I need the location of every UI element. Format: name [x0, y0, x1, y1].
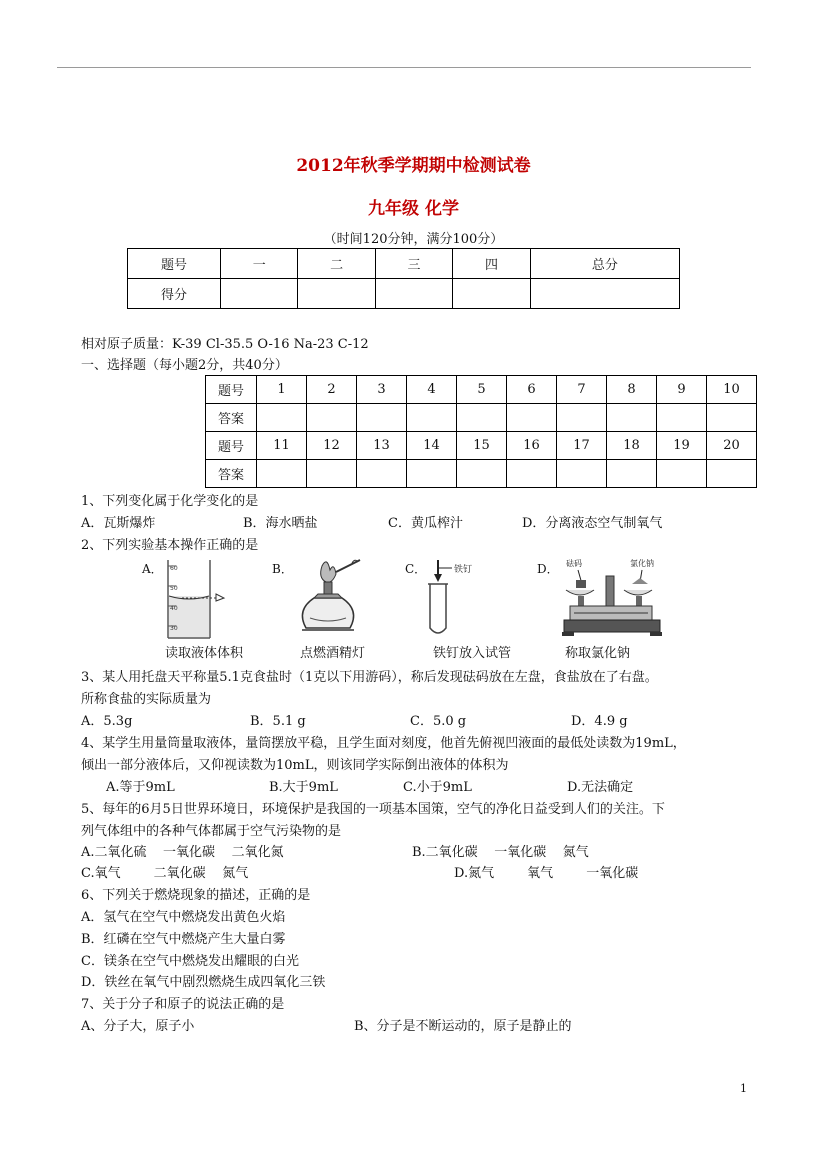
question-1-option-b: B．海水晒盐 — [243, 516, 318, 531]
score-input-cell[interactable] — [221, 279, 298, 309]
table-cell: 6 — [507, 376, 557, 404]
score-input-cell[interactable] — [453, 279, 530, 309]
table-cell: 2 — [307, 376, 357, 404]
question-3-option-c: C．5.0 g — [410, 714, 467, 729]
table-cell: 得分 — [128, 279, 221, 309]
table-row — [206, 376, 757, 404]
question-5-option-a: A.二氧化硫 一氧化碳 二氧化氮 — [81, 845, 284, 860]
table-cell: 答案 — [206, 404, 257, 432]
section-heading: 一、选择题（每小题2分，共40分） — [81, 358, 288, 373]
question-7-stem: 7、关于分子和原子的说法正确的是 — [81, 997, 285, 1012]
table-row — [128, 279, 680, 309]
header-rule — [57, 67, 751, 68]
question-2-letter-a: A． — [142, 562, 163, 576]
answer-cell[interactable] — [407, 460, 457, 488]
score-input-cell[interactable] — [530, 279, 679, 309]
table-cell: 总分 — [530, 249, 679, 279]
answer-table — [205, 375, 757, 488]
graduated-cylinder-figure — [160, 558, 230, 640]
answer-cell[interactable] — [607, 460, 657, 488]
table-cell: 11 — [257, 432, 307, 460]
table-cell: 题号 — [128, 249, 221, 279]
answer-cell[interactable] — [557, 460, 607, 488]
question-7-option-b: B、分子是不断运动的，原子是静止的 — [354, 1019, 572, 1034]
score-table — [127, 248, 680, 309]
table-cell: 8 — [607, 376, 657, 404]
answer-cell[interactable] — [357, 404, 407, 432]
table-cell: 13 — [357, 432, 407, 460]
question-1-option-d: D．分离液态空气制氧气 — [522, 516, 663, 531]
question-4-option-a: A.等于9mL — [106, 780, 175, 795]
table-cell: 14 — [407, 432, 457, 460]
answer-cell[interactable] — [307, 404, 357, 432]
question-2-stem: 2、下列实验基本操作正确的是 — [81, 538, 259, 553]
table-cell: 四 — [453, 249, 530, 279]
question-2-caption-c: 铁钉放入试管 — [433, 646, 512, 661]
answer-cell[interactable] — [507, 460, 557, 488]
tick-label: 40 — [170, 605, 178, 612]
table-cell: 一 — [221, 249, 298, 279]
question-7-option-a: A、分子大，原子小 — [81, 1019, 195, 1034]
question-4-option-d: D.无法确定 — [567, 780, 634, 795]
question-5-option-b: B.二氧化碳 一氧化碳 氮气 — [412, 845, 589, 860]
balance-figure — [560, 556, 670, 640]
tick-label: 60 — [170, 565, 178, 572]
question-4-option-b: B.大于9mL — [269, 780, 338, 795]
score-input-cell[interactable] — [375, 279, 452, 309]
answer-cell[interactable] — [257, 460, 307, 488]
nacl-label: 氯化钠 — [630, 559, 654, 568]
tick-label: 30 — [170, 625, 178, 632]
question-3-option-d: D．4.9 g — [571, 714, 628, 729]
question-3-stem-line-2: 所称食盐的实际质量为 — [81, 692, 212, 707]
time-note: （时间120分钟，满分100分） — [323, 232, 504, 247]
question-6-option-a: A．氢气在空气中燃烧发出黄色火焰 — [81, 910, 286, 925]
answer-cell[interactable] — [607, 404, 657, 432]
weight-label: 砝码 — [566, 559, 582, 568]
answer-cell[interactable] — [707, 404, 757, 432]
table-cell: 三 — [375, 249, 452, 279]
tick-label: 50 — [170, 585, 178, 592]
answer-cell[interactable] — [357, 460, 407, 488]
table-cell: 二 — [298, 249, 375, 279]
question-6-option-c: C．镁条在空气中燃烧发出耀眼的白光 — [81, 954, 299, 969]
score-input-cell[interactable] — [298, 279, 375, 309]
table-cell: 题号 — [206, 376, 257, 404]
question-5-option-c: C.氧气 二氧化碳 氮气 — [81, 866, 249, 881]
question-2-letter-b: B． — [272, 562, 293, 576]
question-1-option-c: C．黄瓜榨汁 — [388, 516, 463, 531]
question-5-stem-line-2: 列气体组中的各种气体都属于空气污染物的是 — [81, 824, 342, 839]
table-cell: 5 — [457, 376, 507, 404]
question-2-caption-b: 点燃酒精灯 — [300, 646, 366, 661]
question-1-stem: 1、下列变化属于化学变化的是 — [81, 494, 259, 509]
exam-title: 2012年秋季学期期中检测试卷 — [296, 156, 531, 176]
question-5-option-d: D.氮气 氧气 一氧化碳 — [454, 866, 639, 881]
answer-cell[interactable] — [457, 404, 507, 432]
table-cell: 7 — [557, 376, 607, 404]
question-5-stem-line-1: 5、每年的6月5日世界环境日，环境保护是我国的一项基本国策，空气的净化日益受到人们的关注。下 — [81, 802, 665, 817]
answer-cell[interactable] — [557, 404, 607, 432]
answer-cell[interactable] — [257, 404, 307, 432]
table-cell: 答案 — [206, 460, 257, 488]
table-cell: 3 — [357, 376, 407, 404]
question-3-option-a: A．5.3g — [81, 714, 133, 729]
question-2-caption-d: 称取氯化钠 — [565, 646, 631, 661]
table-cell: 4 — [407, 376, 457, 404]
question-3-stem-line-1: 3、某人用托盘天平称量5.1克食盐时（1克以下用游码），称后发现砝码放在左盘，食盐放在了右盘。 — [81, 670, 658, 685]
eye-icon — [216, 594, 224, 601]
question-6-option-d: D．铁丝在氧气中剧烈燃烧生成四氧化三铁 — [81, 975, 326, 990]
question-2-letter-d: D． — [537, 562, 559, 576]
answer-cell[interactable] — [457, 460, 507, 488]
exam-subtitle: 九年级 化学 — [368, 199, 459, 219]
alcohol-lamp-figure — [292, 558, 372, 640]
answer-cell[interactable] — [507, 404, 557, 432]
question-2-letter-c: C． — [405, 562, 427, 576]
answer-cell[interactable] — [307, 460, 357, 488]
question-4-stem-line-2: 倾出一部分液体后，又仰视读数为10mL，则该同学实际倒出液体的体积为 — [81, 758, 509, 773]
table-cell: 19 — [657, 432, 707, 460]
question-2-caption-a: 读取液体体积 — [165, 646, 244, 661]
question-1-option-a: A．瓦斯爆炸 — [81, 516, 156, 531]
question-3-option-b: B．5.1 g — [250, 714, 306, 729]
table-cell: 12 — [307, 432, 357, 460]
table-cell: 题号 — [206, 432, 257, 460]
answer-cell[interactable] — [657, 404, 707, 432]
answer-cell[interactable] — [407, 404, 457, 432]
table-cell: 10 — [707, 376, 757, 404]
table-row — [206, 460, 757, 488]
table-row — [206, 432, 757, 460]
atomic-mass-note: 相对原子质量：K-39 Cl-35.5 O-16 Na-23 C-12 — [81, 337, 369, 352]
answer-cell[interactable] — [707, 460, 757, 488]
table-cell: 1 — [257, 376, 307, 404]
answer-cell[interactable] — [657, 460, 707, 488]
question-6-stem: 6、下列关于燃烧现象的描述，正确的是 — [81, 888, 311, 903]
table-row — [128, 249, 680, 279]
page-number: 1 — [740, 1082, 747, 1095]
question-6-option-b: B．红磷在空气中燃烧产生大量白雾 — [81, 932, 286, 947]
table-cell: 16 — [507, 432, 557, 460]
table-cell: 17 — [557, 432, 607, 460]
nail-label: 铁钉 — [454, 565, 473, 575]
table-cell: 18 — [607, 432, 657, 460]
table-cell: 15 — [457, 432, 507, 460]
table-cell: 20 — [707, 432, 757, 460]
table-row — [206, 404, 757, 432]
test-tube-figure — [420, 556, 500, 640]
table-cell: 9 — [657, 376, 707, 404]
question-4-option-c: C.小于9mL — [403, 780, 472, 795]
question-4-stem-line-1: 4、某学生用量筒量取液体，量筒摆放平稳，且学生面对刻度，他首先俯视凹液面的最低处读数为19mL， — [81, 736, 686, 751]
